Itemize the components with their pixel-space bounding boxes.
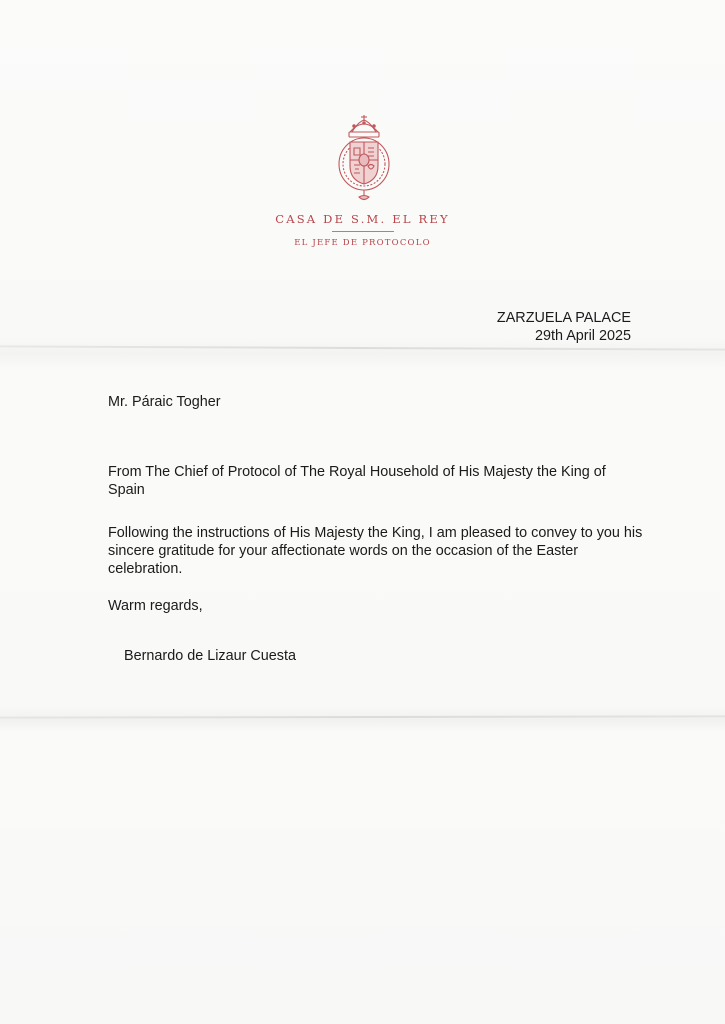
from-line: From The Chief of Protocol of The Royal Household of His Majesty the King of Spain <box>108 464 606 498</box>
recipient-line: Mr. Páraic Togher <box>108 394 221 410</box>
royal-coat-of-arms-icon <box>328 112 400 204</box>
date-line: 29th April 2025 <box>534 328 631 344</box>
place-and-date <box>497 309 631 345</box>
signatory-name: Bernardo de Lizaur Cuesta <box>124 648 296 664</box>
closing-line: Warm regards, <box>108 598 203 614</box>
paper-fold-line <box>0 715 725 718</box>
paper-fold-line <box>0 345 725 350</box>
place-line: ZARZUELA PALACE <box>496 310 631 326</box>
royal-house-title: CASA DE S.M. EL REY <box>275 212 450 226</box>
protocol-office-title: EL JEFE DE PROTOCOLO <box>294 238 431 248</box>
letter-body: Following the instructions of His Majesty the King, I am pleased to convey to you his sincere gratitude for your affectionate words on the occasion of the Easter celebration. <box>108 525 643 577</box>
letterhead-divider <box>332 231 394 232</box>
